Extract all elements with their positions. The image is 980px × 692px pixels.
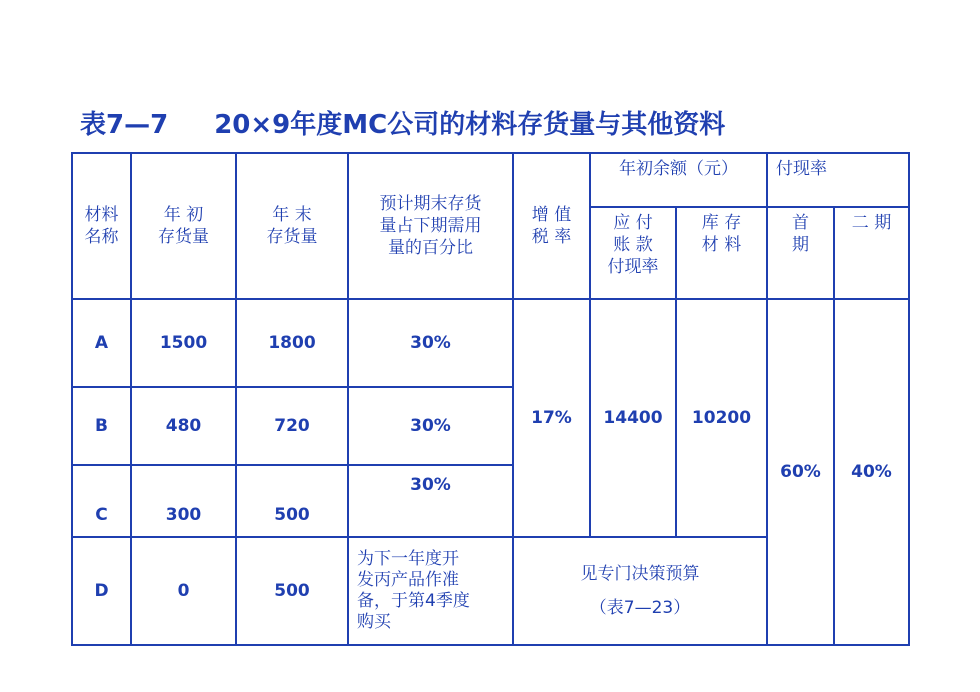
header-payable-cash-rate: 应 付 账 款 付现率	[590, 207, 676, 299]
header-second-period: 二 期	[834, 207, 909, 299]
header-cash-rate: 付现率	[767, 153, 909, 207]
cell-name: A	[72, 299, 131, 387]
cell-d-note: 为下一年度开 发丙产品作准 备，于第4季度 购买	[348, 537, 513, 645]
header-vat-rate: 增 值 税 率	[513, 153, 590, 299]
header-opening-balance: 年初余额（元）	[590, 153, 767, 207]
table-row	[72, 299, 909, 387]
cell-closing: 500	[274, 505, 310, 525]
cell-pct: 30%	[348, 387, 513, 465]
cell-opening-c	[131, 465, 236, 537]
header-projected-pct: 预计期末存货 量占下期需用 量的百分比	[348, 153, 513, 299]
cell-payable: 14400	[590, 299, 676, 537]
cell-closing: 1800	[236, 299, 348, 387]
cell-opening: 1500	[131, 299, 236, 387]
cell-closing: 720	[236, 387, 348, 465]
table-title-text: 20×9年度MC公司的材料存货量与其他资料	[214, 110, 726, 140]
header-stock-material: 库 存 材 料	[676, 207, 767, 299]
header-first-period: 首 期	[767, 207, 834, 299]
cell-name: B	[72, 387, 131, 465]
table-title	[80, 104, 725, 141]
header-closing-inventory: 年 末 存货量	[236, 153, 348, 299]
cell-name-c	[72, 465, 131, 537]
header-material-name: 材料 名称	[72, 153, 131, 299]
cell-see-budget: 见专门决策预算 （表7—23）	[513, 537, 767, 645]
cell-pct-c	[348, 465, 513, 537]
materials-table	[71, 152, 910, 646]
cell-opening: 0	[131, 537, 236, 645]
cell-closing: 500	[236, 537, 348, 645]
cell-closing-c	[236, 465, 348, 537]
table-code: 表7—7	[80, 110, 169, 140]
cell-stock: 10200	[676, 299, 767, 537]
cell-pct: 30%	[348, 299, 513, 387]
cell-name: D	[72, 537, 131, 645]
cell-pct: 30%	[410, 475, 451, 495]
cell-first-rate: 60%	[767, 299, 834, 645]
cell-vat-rate: 17%	[513, 299, 590, 537]
cell-opening: 480	[131, 387, 236, 465]
cell-opening: 300	[165, 505, 202, 525]
cell-second-rate: 40%	[834, 299, 909, 645]
cell-name: C	[95, 505, 108, 525]
header-opening-inventory: 年 初 存货量	[131, 153, 236, 299]
